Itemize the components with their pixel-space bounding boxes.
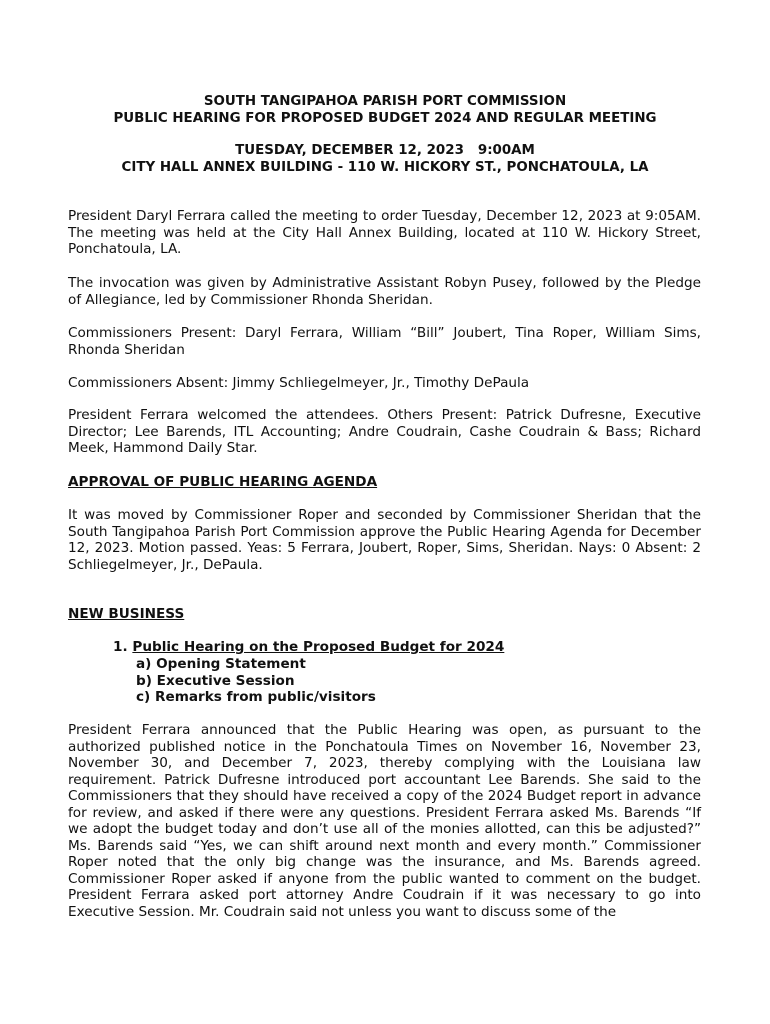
call-to-order-paragraph: President Daryl Ferrara called the meeting to order Tuesday, December 12, 2023 at 9:05AM. The meeting was held at the City Hall Annex Building, located at 110 W. Hickory Street, Ponchatoula, LA. <box>68 208 701 257</box>
agenda-subitem-remarks: c) Remarks from public/visitors <box>136 689 376 705</box>
invocation-paragraph: The invocation was given by Administrative Assistant Robyn Pusey, followed by the Pledge of Allegiance, led by Commissioner Rhonda Sheridan. <box>68 275 701 308</box>
header-date-time: TUESDAY, DECEMBER 12, 2023 9:00AM <box>235 143 535 158</box>
commissioners-absent-paragraph: Commissioners Absent: Jimmy Schliegelmeyer, Jr., Timothy DePaula <box>68 375 530 391</box>
agenda-item-1 <box>113 639 504 656</box>
header-location: CITY HALL ANNEX BUILDING - 110 W. HICKORY ST., PONCHATOULA, LA <box>121 160 649 175</box>
welcome-paragraph: President Ferrara welcomed the attendees. Others Present: Patrick Dufresne, Executive Director; Lee Barends, ITL Accounting; Andre Coudrain, Cashe Coudrain & Bass; Richard Meek, Hammond Daily Star. <box>68 407 701 456</box>
commissioners-present-paragraph: Commissioners Present: Daryl Ferrara, William “Bill” Joubert, Tina Roper, William Sims, Rhonda Sheridan <box>68 325 701 358</box>
header-org-name: SOUTH TANGIPAHOA PARISH PORT COMMISSION <box>203 94 567 109</box>
header-meeting-title: PUBLIC HEARING FOR PROPOSED BUDGET 2024 AND REGULAR MEETING <box>113 111 657 126</box>
approval-motion-paragraph: It was moved by Commissioner Roper and seconded by Commissioner Sheridan that the South Tangipahoa Parish Port Commission approve the Public Hearing Agenda for December 12, 2023. Motion passed. Yeas: 5 Ferrara, Joubert, Roper, Sims, Sheridan. Nays: 0 Absent: 2 Schliegelmeyer, Jr., DePaula. <box>68 507 701 573</box>
document-header-title <box>0 93 770 127</box>
agenda-subitem-opening: a) Opening Statement <box>136 656 306 672</box>
agenda-item-title: Public Hearing on the Proposed Budget for 2024 <box>132 639 505 655</box>
agenda-subitems <box>136 656 376 706</box>
agenda-item-number: 1. <box>113 639 128 655</box>
new-business-heading: NEW BUSINESS <box>68 606 185 622</box>
document-header-details <box>0 142 770 176</box>
approval-heading: APPROVAL OF PUBLIC HEARING AGENDA <box>68 474 378 490</box>
public-hearing-paragraph: President Ferrara announced that the Public Hearing was open, as pursuant to the authorized published notice in the Ponchatoula Times on November 16, November 23, November 30, and December 7, 2023, thereby complying with the Louisiana law requirement. Patrick Dufresne introduced port accountant Lee Barends. She said to the Commissioners that they should have received a copy of the 2024 Budget report in advance for review, and asked if there were any questions. President Ferrara asked Ms. Barends “If we adopt the budget today and don’t use all of the monies allotted, can this be adjusted?” Ms. Barends said “Yes, we can shift around next month and every month.” Commissioner Roper noted that the only big change was the insurance, and Ms. Barends agreed. Commissioner Roper asked if anyone from the public wanted to comment on the budget. President Ferrara asked port attorney Andre Coudrain if it was necessary to go into Executive Session. Mr. Coudrain said not unless you want to discuss some of the <box>68 722 701 920</box>
agenda-subitem-executive: b) Executive Session <box>136 672 295 689</box>
